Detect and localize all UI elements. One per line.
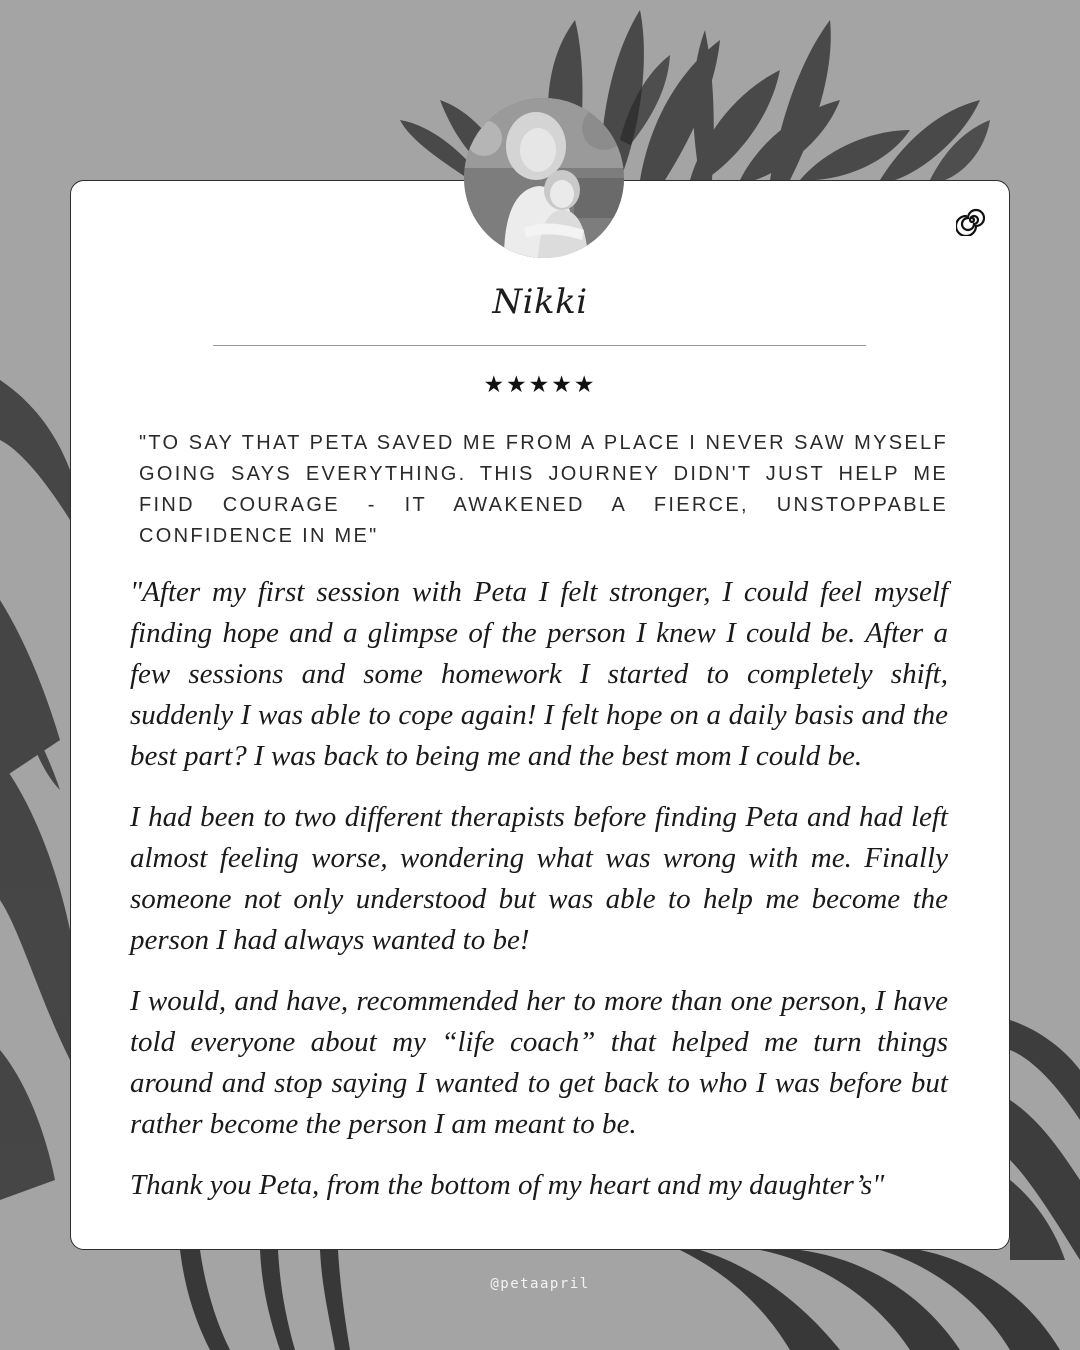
testimonial-paragraph: I had been to two different therapists before finding Peta and had left almost feeling worse, wondering what was wrong with me. Finally someone not only understood but was able to help me become the person I had always wanted to be! xyxy=(130,801,948,956)
testimonial-paragraph: Thank you Peta, from the bottom of my heart and my daughter’s" xyxy=(130,1169,885,1201)
profile-avatar xyxy=(464,98,624,258)
testimonial-paragraph: I would, and have, recommended her to more than one person, I have told everyone about my “life coach” that helped me turn things around and stop saying I wanted to get back to who I was before but rather become the person I am meant to be. xyxy=(130,985,948,1140)
spiral-icon xyxy=(956,204,988,236)
star-rating: ★★★★★ xyxy=(483,372,597,398)
testimonial-headline: "TO SAY THAT PETA SAVED ME FROM A PLACE I NEVER SAW MYSELF GOING SAYS EVERYTHING. THIS JOURNEY DIDN'T JUST HELP ME FIND COURAGE - IT AWAKENED A FIERCE, UNSTOPPABLE CONFIDENCE IN ME" xyxy=(139,432,948,547)
name-divider xyxy=(213,345,866,346)
social-handle: @petaapril xyxy=(490,1276,590,1292)
mother-and-daughter-photo-icon xyxy=(464,98,624,258)
reviewer-name: Nikki xyxy=(492,282,588,322)
testimonial-body xyxy=(130,572,948,1226)
testimonial-paragraph: "After my first session with Peta I felt stronger, I could feel myself finding hope and a glimpse of the person I knew I could be. After a few sessions and some homework I started to completely shift, suddenly I was able to cope again! I felt hope on a daily basis and the best part? I was back to being me and the best mom I could be. xyxy=(130,576,948,772)
